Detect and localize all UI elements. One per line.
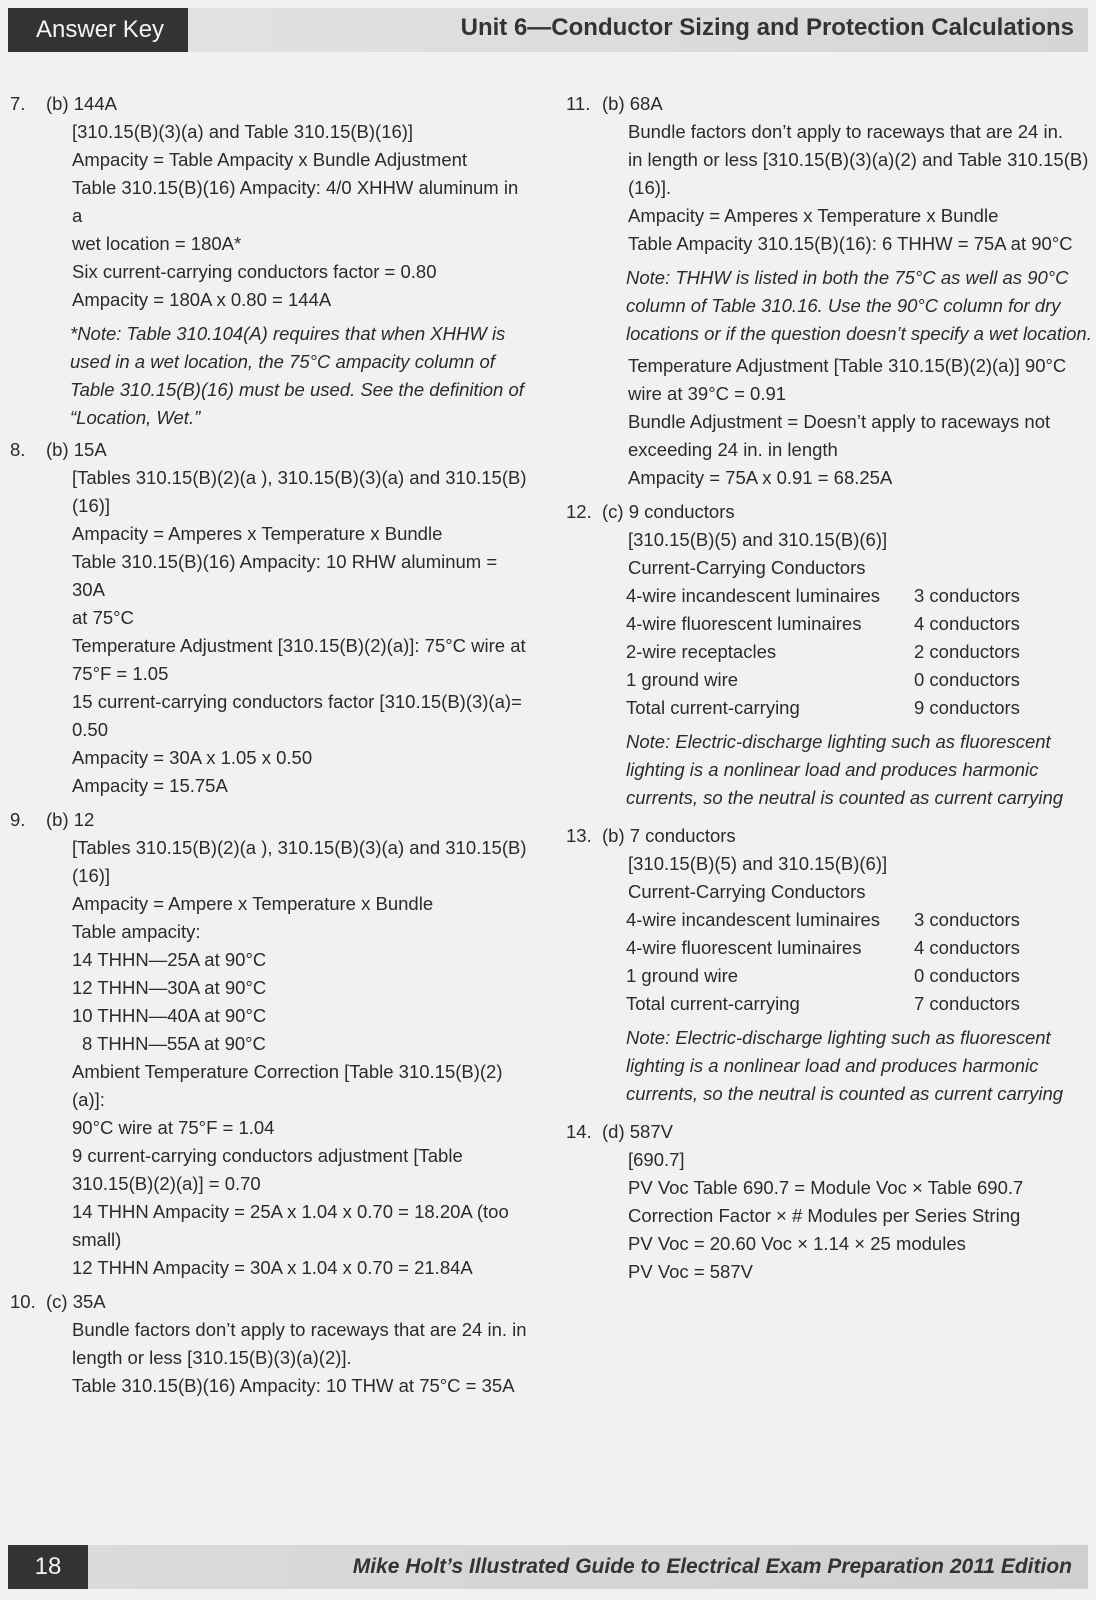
text-line: 14 THHN Ampacity = 25A x 1.04 x 0.70 = 18.20A (too: [72, 1201, 509, 1222]
note-line: currents, so the neutral is counted as current carrying: [626, 787, 1064, 808]
text-line: Bundle factors don’t apply to raceways that are 24 in. in: [72, 1319, 527, 1340]
note: [626, 728, 1096, 812]
row-value: 9 conductors: [914, 697, 1020, 718]
question-14: [566, 1118, 1096, 1286]
question-number: 11.: [566, 93, 591, 114]
text-line: [310.15(B)(3)(a) and Table 310.15(B)(16)]: [72, 121, 414, 142]
question-number: 12.: [566, 501, 592, 522]
text-line: (16)].: [628, 177, 672, 198]
question-number: 7.: [10, 93, 26, 114]
row-label: Total current-carrying: [626, 697, 800, 718]
row-value: 4 conductors: [914, 613, 1020, 634]
text-line: 14 THHN—25A at 90°C: [72, 949, 267, 970]
note: [626, 1024, 1096, 1108]
text-line: in length or less [310.15(B)(3)(a)(2) and Table 310.15(B): [628, 149, 1089, 170]
note: [626, 264, 1096, 348]
text-line: 8 THHN—55A at 90°C: [82, 1033, 266, 1054]
row-value: 4 conductors: [914, 937, 1020, 958]
text-line: wire at 39°C = 0.91: [628, 383, 787, 404]
text-line: (16)]: [72, 865, 111, 886]
row-value: 3 conductors: [914, 585, 1020, 606]
question-11: [566, 90, 1096, 492]
row-label: Total current-carrying: [626, 993, 800, 1014]
text-line: 0.50: [72, 719, 109, 740]
question-7: [10, 90, 530, 432]
conductor-row: [626, 582, 1096, 610]
question-answer: (b) 68A: [602, 93, 663, 114]
note-line: used in a wet location, the 75°C ampacity column of: [70, 351, 495, 372]
text-line: Current-Carrying Conductors: [628, 557, 866, 578]
note-line: Table 310.15(B)(16) must be used. See the definition of: [70, 379, 524, 400]
conductor-row: [626, 666, 1096, 694]
question-answer: (c) 35A: [46, 1291, 106, 1312]
question-12: [566, 498, 1096, 812]
text-line: 12 THHN—30A at 90°C: [72, 977, 267, 998]
question-answer: (c) 9 conductors: [602, 501, 735, 522]
question-number: 10.: [10, 1291, 36, 1312]
conductor-row: [626, 638, 1096, 666]
book-title: Mike Holt’s Illustrated Guide to Electrical Exam Preparation 2011 Edition: [352, 1555, 1072, 1578]
text-line: Table 310.15(B)(16) Ampacity: 4/0 XHHW aluminum in a: [72, 177, 519, 226]
note-line: lighting is a nonlinear load and produces harmonic: [626, 759, 1039, 780]
question-number: 8.: [10, 439, 26, 460]
text-line: Ampacity = 15.75A: [72, 775, 228, 796]
note: [70, 320, 530, 432]
row-value: 0 conductors: [914, 965, 1020, 986]
left-column: [10, 90, 530, 1400]
text-line: Temperature Adjustment [Table 310.15(B)(2)(a)] 90°C: [628, 355, 1067, 376]
note-line: *Note: Table 310.104(A) requires that when XHHW is: [70, 323, 506, 344]
question-13: [566, 822, 1096, 1108]
question-answer: (d) 587V: [602, 1121, 673, 1142]
conductor-row: [626, 610, 1096, 638]
answer-key-tab: Answer Key: [8, 8, 188, 52]
text-line: Ambient Temperature Correction [Table 310.15(B)(2)(a)]:: [72, 1061, 503, 1110]
text-line: Ampacity = Amperes x Temperature x Bundle: [628, 205, 999, 226]
text-line: 12 THHN Ampacity = 30A x 1.04 x 0.70 = 21.84A: [72, 1257, 473, 1278]
question-number: 9.: [10, 809, 26, 830]
row-label: 4-wire incandescent luminaires: [626, 909, 880, 930]
question-answer: (b) 15A: [46, 439, 107, 460]
text-line: PV Voc = 20.60 Voc × 1.14 × 25 modules: [628, 1233, 966, 1254]
right-column: [566, 90, 1096, 1286]
note-line: Note: THHW is listed in both the 75°C as well as 90°C: [626, 267, 1069, 288]
row-value: 7 conductors: [914, 993, 1020, 1014]
text-line: [310.15(B)(5) and 310.15(B)(6)]: [628, 529, 888, 550]
row-value: 3 conductors: [914, 909, 1020, 930]
text-line: Ampacity = 75A x 0.91 = 68.25A: [628, 467, 893, 488]
conductor-row: [626, 962, 1096, 990]
text-line: PV Voc Table 690.7 = Module Voc × Table 690.7: [628, 1177, 1024, 1198]
text-line: Ampacity = Amperes x Temperature x Bundle: [72, 523, 443, 544]
row-value: 2 conductors: [914, 641, 1020, 662]
text-line: [690.7]: [628, 1149, 685, 1170]
row-value: 0 conductors: [914, 669, 1020, 690]
text-line: wet location = 180A*: [72, 233, 242, 254]
text-line: 90°C wire at 75°F = 1.04: [72, 1117, 275, 1138]
text-line: Six current-carrying conductors factor = 0.80: [72, 261, 437, 282]
page-number: 18: [8, 1545, 88, 1589]
text-line: Ampacity = Ampere x Temperature x Bundle: [72, 893, 434, 914]
note-line: “Location, Wet.”: [70, 407, 201, 428]
text-line: at 75°C: [72, 607, 134, 628]
note-line: lighting is a nonlinear load and produces harmonic: [626, 1055, 1039, 1076]
question-number: 13.: [566, 825, 592, 846]
conductor-row: [626, 990, 1096, 1018]
text-line: 310.15(B)(2)(a)] = 0.70: [72, 1173, 261, 1194]
text-line: Table 310.15(B)(16) Ampacity: 10 THW at 75°C = 35A: [72, 1375, 515, 1396]
question-answer: (b) 144A: [46, 93, 117, 114]
question-9: [10, 806, 530, 1282]
text-line: length or less [310.15(B)(3)(a)(2)].: [72, 1347, 352, 1368]
text-line: small): [72, 1229, 122, 1250]
page-header: [8, 8, 1088, 52]
conductor-row: [626, 934, 1096, 962]
note-line: column of Table 310.16. Use the 90°C column for dry: [626, 295, 1061, 316]
note-line: locations or if the question doesn’t specify a wet location.: [626, 323, 1092, 344]
row-label: 1 ground wire: [626, 965, 739, 986]
row-label: 4-wire fluorescent luminaires: [626, 937, 862, 958]
row-label: 4-wire incandescent luminaires: [626, 585, 880, 606]
text-line: Temperature Adjustment [310.15(B)(2)(a)]: 75°C wire at: [72, 635, 526, 656]
text-line: PV Voc = 587V: [628, 1261, 753, 1282]
text-line: exceeding 24 in. in length: [628, 439, 838, 460]
text-line: 9 current-carrying conductors adjustment [Table: [72, 1145, 463, 1166]
text-line: Table ampacity:: [72, 921, 201, 942]
note-line: currents, so the neutral is counted as current carrying: [626, 1083, 1064, 1104]
text-line: 75°F = 1.05: [72, 663, 169, 684]
unit-title: Unit 6—Conductor Sizing and Protection Calculations: [460, 14, 1074, 41]
text-line: Ampacity = Table Ampacity x Bundle Adjustment: [72, 149, 468, 170]
row-label: 1 ground wire: [626, 669, 739, 690]
question-10: [10, 1288, 530, 1400]
text-line: Ampacity = 180A x 0.80 = 144A: [72, 289, 332, 310]
text-line: Table Ampacity 310.15(B)(16): 6 THHW = 75A at 90°C: [628, 233, 1073, 254]
text-line: Bundle factors don’t apply to raceways that are 24 in.: [628, 121, 1064, 142]
text-line: Ampacity = 30A x 1.05 x 0.50: [72, 747, 313, 768]
text-line: Correction Factor × # Modules per Series String: [628, 1205, 1021, 1226]
row-label: 4-wire fluorescent luminaires: [626, 613, 862, 634]
question-answer: (b) 7 conductors: [602, 825, 736, 846]
text-line: [Tables 310.15(B)(2)(a ), 310.15(B)(3)(a) and 310.15(B): [72, 837, 527, 858]
question-number: 14.: [566, 1121, 592, 1142]
row-label: 2-wire receptacles: [626, 641, 777, 662]
text-line: [310.15(B)(5) and 310.15(B)(6)]: [628, 853, 888, 874]
conductor-row: [626, 694, 1096, 722]
question-answer: (b) 12: [46, 809, 95, 830]
text-line: [Tables 310.15(B)(2)(a ), 310.15(B)(3)(a) and 310.15(B): [72, 467, 527, 488]
note-line: Note: Electric-discharge lighting such as fluorescent: [626, 1027, 1051, 1048]
page-footer: [8, 1545, 1088, 1589]
text-line: Bundle Adjustment = Doesn’t apply to raceways not: [628, 411, 1051, 432]
text-line: 10 THHN—40A at 90°C: [72, 1005, 267, 1026]
question-8: [10, 436, 530, 800]
text-line: Current-Carrying Conductors: [628, 881, 866, 902]
conductor-row: [626, 906, 1096, 934]
text-line: Table 310.15(B)(16) Ampacity: 10 RHW aluminum = 30A: [72, 551, 498, 600]
note-line: Note: Electric-discharge lighting such as fluorescent: [626, 731, 1051, 752]
text-line: 15 current-carrying conductors factor [310.15(B)(3)(a)=: [72, 691, 522, 712]
text-line: (16)]: [72, 495, 111, 516]
